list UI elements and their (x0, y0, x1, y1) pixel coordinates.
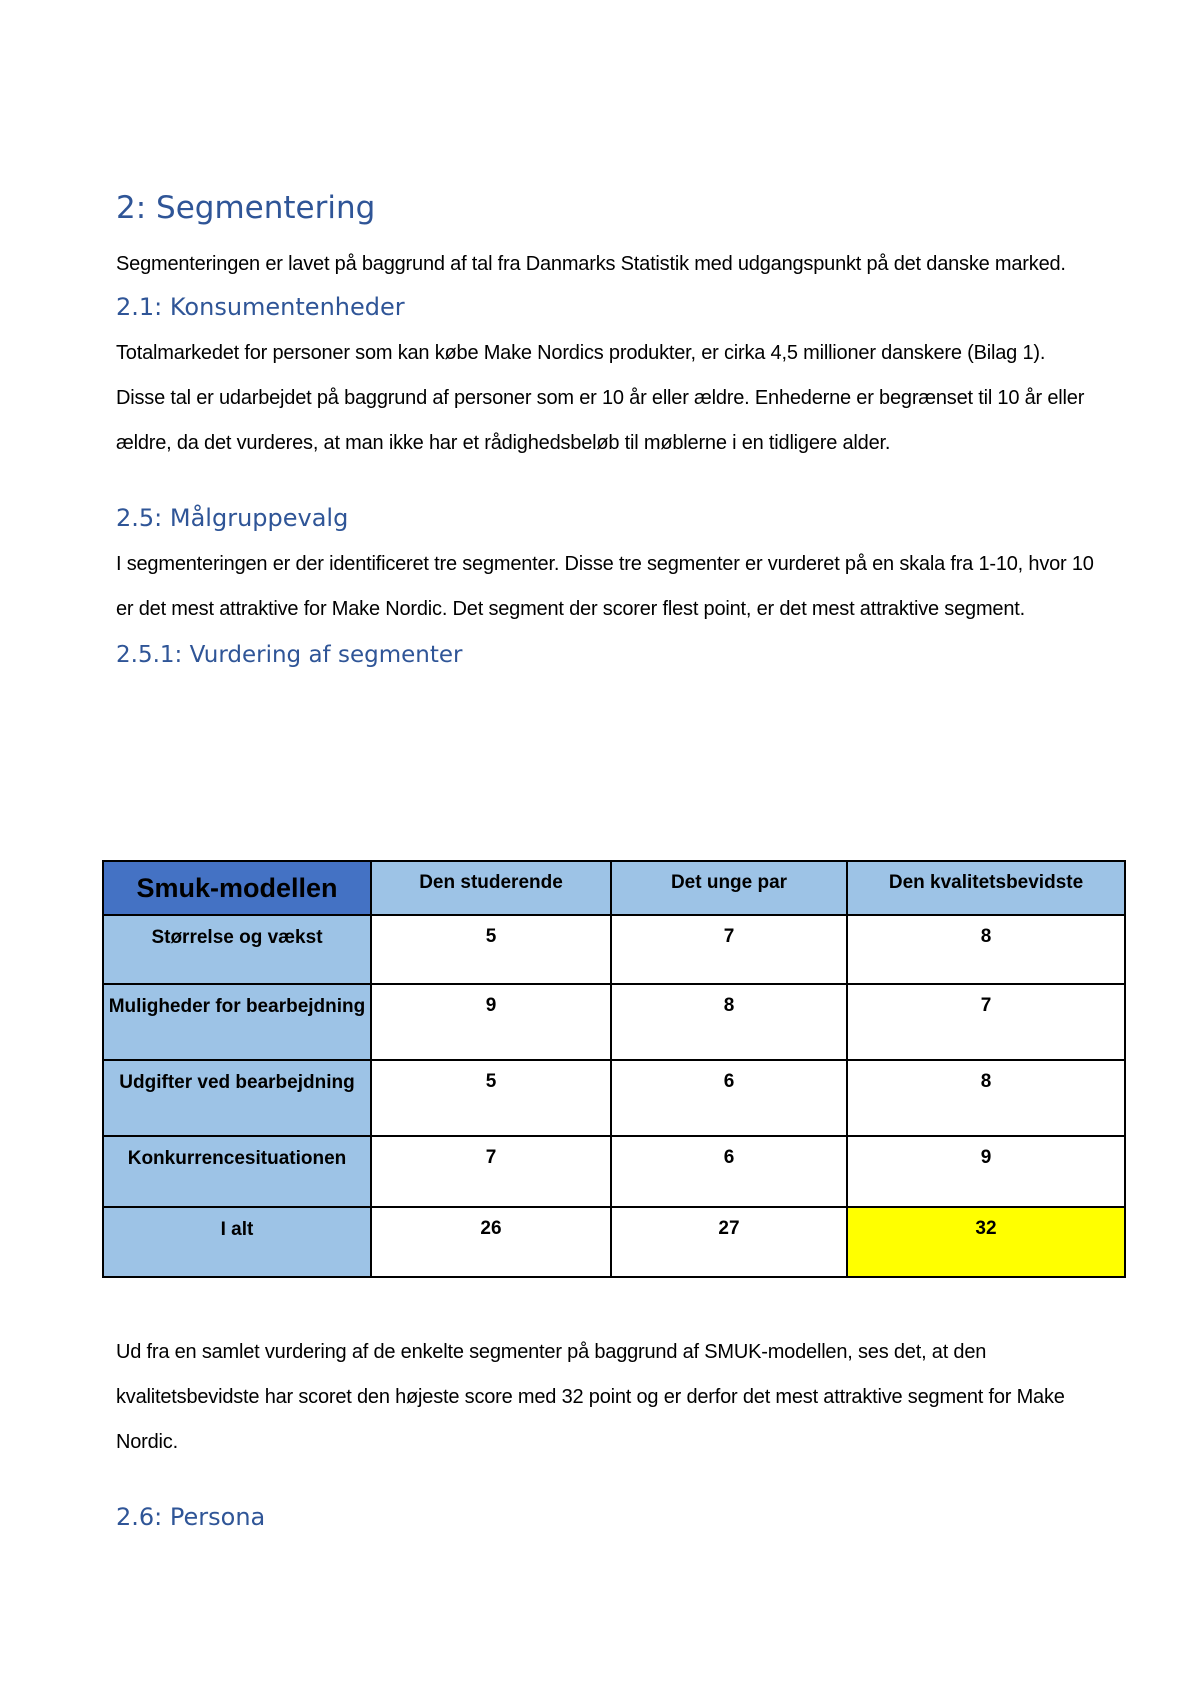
table-cell: 9 (371, 984, 611, 1060)
row-label: Konkurrencesituationen (103, 1136, 371, 1207)
table-row (103, 915, 1125, 984)
intro-paragraph: Segmenteringen er lavet på baggrund af tal fra Danmarks Statistik med udgangspunkt på det danske marked. (116, 253, 1066, 275)
row-label: Udgifter ved bearbejdning (103, 1060, 371, 1136)
heading-segmentering: 2: Segmentering (116, 190, 376, 226)
table-cell: 6 (611, 1060, 847, 1136)
table-corner-title: Smuk-modellen (103, 861, 371, 915)
table-row (103, 1060, 1125, 1136)
table-cell: 6 (611, 1136, 847, 1207)
table-cell: 27 (611, 1207, 847, 1277)
document-content (116, 190, 1096, 690)
table-cell: 7 (847, 984, 1125, 1060)
table-total-row (103, 1207, 1125, 1277)
column-header: Den studerende (371, 861, 611, 915)
table-header-row (103, 861, 1125, 915)
row-label: Størrelse og vækst (103, 915, 371, 984)
konsumentenheder-paragraph: Totalmarkedet for personer som kan købe Make Nordics produkter, er cirka 4,5 millioner danskere (Bilag 1). Disse tal er udarbejdet på baggrund af personer som er 10 år eller ældre. Enhederne er begrænset til 10 år eller ældre, da det vurderes, at man ikke har et rådighedsbeløb til møblerne i en tidligere alder. (116, 342, 1085, 454)
table-cell: 5 (371, 1060, 611, 1136)
heading-vurdering-af-segmenter: 2.5.1: Vurdering af segmenter (116, 642, 463, 668)
smuk-table (102, 860, 1126, 1278)
table-cell-highlight: 32 (847, 1207, 1125, 1277)
table-cell: 8 (847, 915, 1125, 984)
column-header: Det unge par (611, 861, 847, 915)
heading-maalgruppevalg: 2.5: Målgruppevalg (116, 504, 349, 532)
after-table-content (116, 1330, 1096, 1541)
conclusion-paragraph: Ud fra en samlet vurdering af de enkelte segmenter på baggrund af SMUK-modellen, ses det, at den kvalitetsbevidste har scoret den højeste score med 32 point og er derfor det mest attraktive segment for Make Nordic. (116, 1341, 1065, 1453)
maalgruppevalg-paragraph: I segmenteringen er der identificeret tre segmenter. Disse tre segmenter er vurderet på en skala fra 1-10, hvor 10 er det mest attraktive for Make Nordic. Det segment der scorer flest point, er det mest attraktive segment. (116, 553, 1094, 620)
table-row (103, 984, 1125, 1060)
heading-konsumentenheder: 2.1: Konsumentenheder (116, 293, 405, 321)
table-cell: 8 (611, 984, 847, 1060)
heading-persona: 2.6: Persona (116, 1503, 266, 1531)
table-cell: 8 (847, 1060, 1125, 1136)
table-cell: 5 (371, 915, 611, 984)
row-label: I alt (103, 1207, 371, 1277)
table-row (103, 1136, 1125, 1207)
table-cell: 9 (847, 1136, 1125, 1207)
table-cell: 7 (371, 1136, 611, 1207)
column-header: Den kvalitetsbevidste (847, 861, 1125, 915)
row-label: Muligheder for bearbejdning (103, 984, 371, 1060)
table-cell: 26 (371, 1207, 611, 1277)
table-cell: 7 (611, 915, 847, 984)
